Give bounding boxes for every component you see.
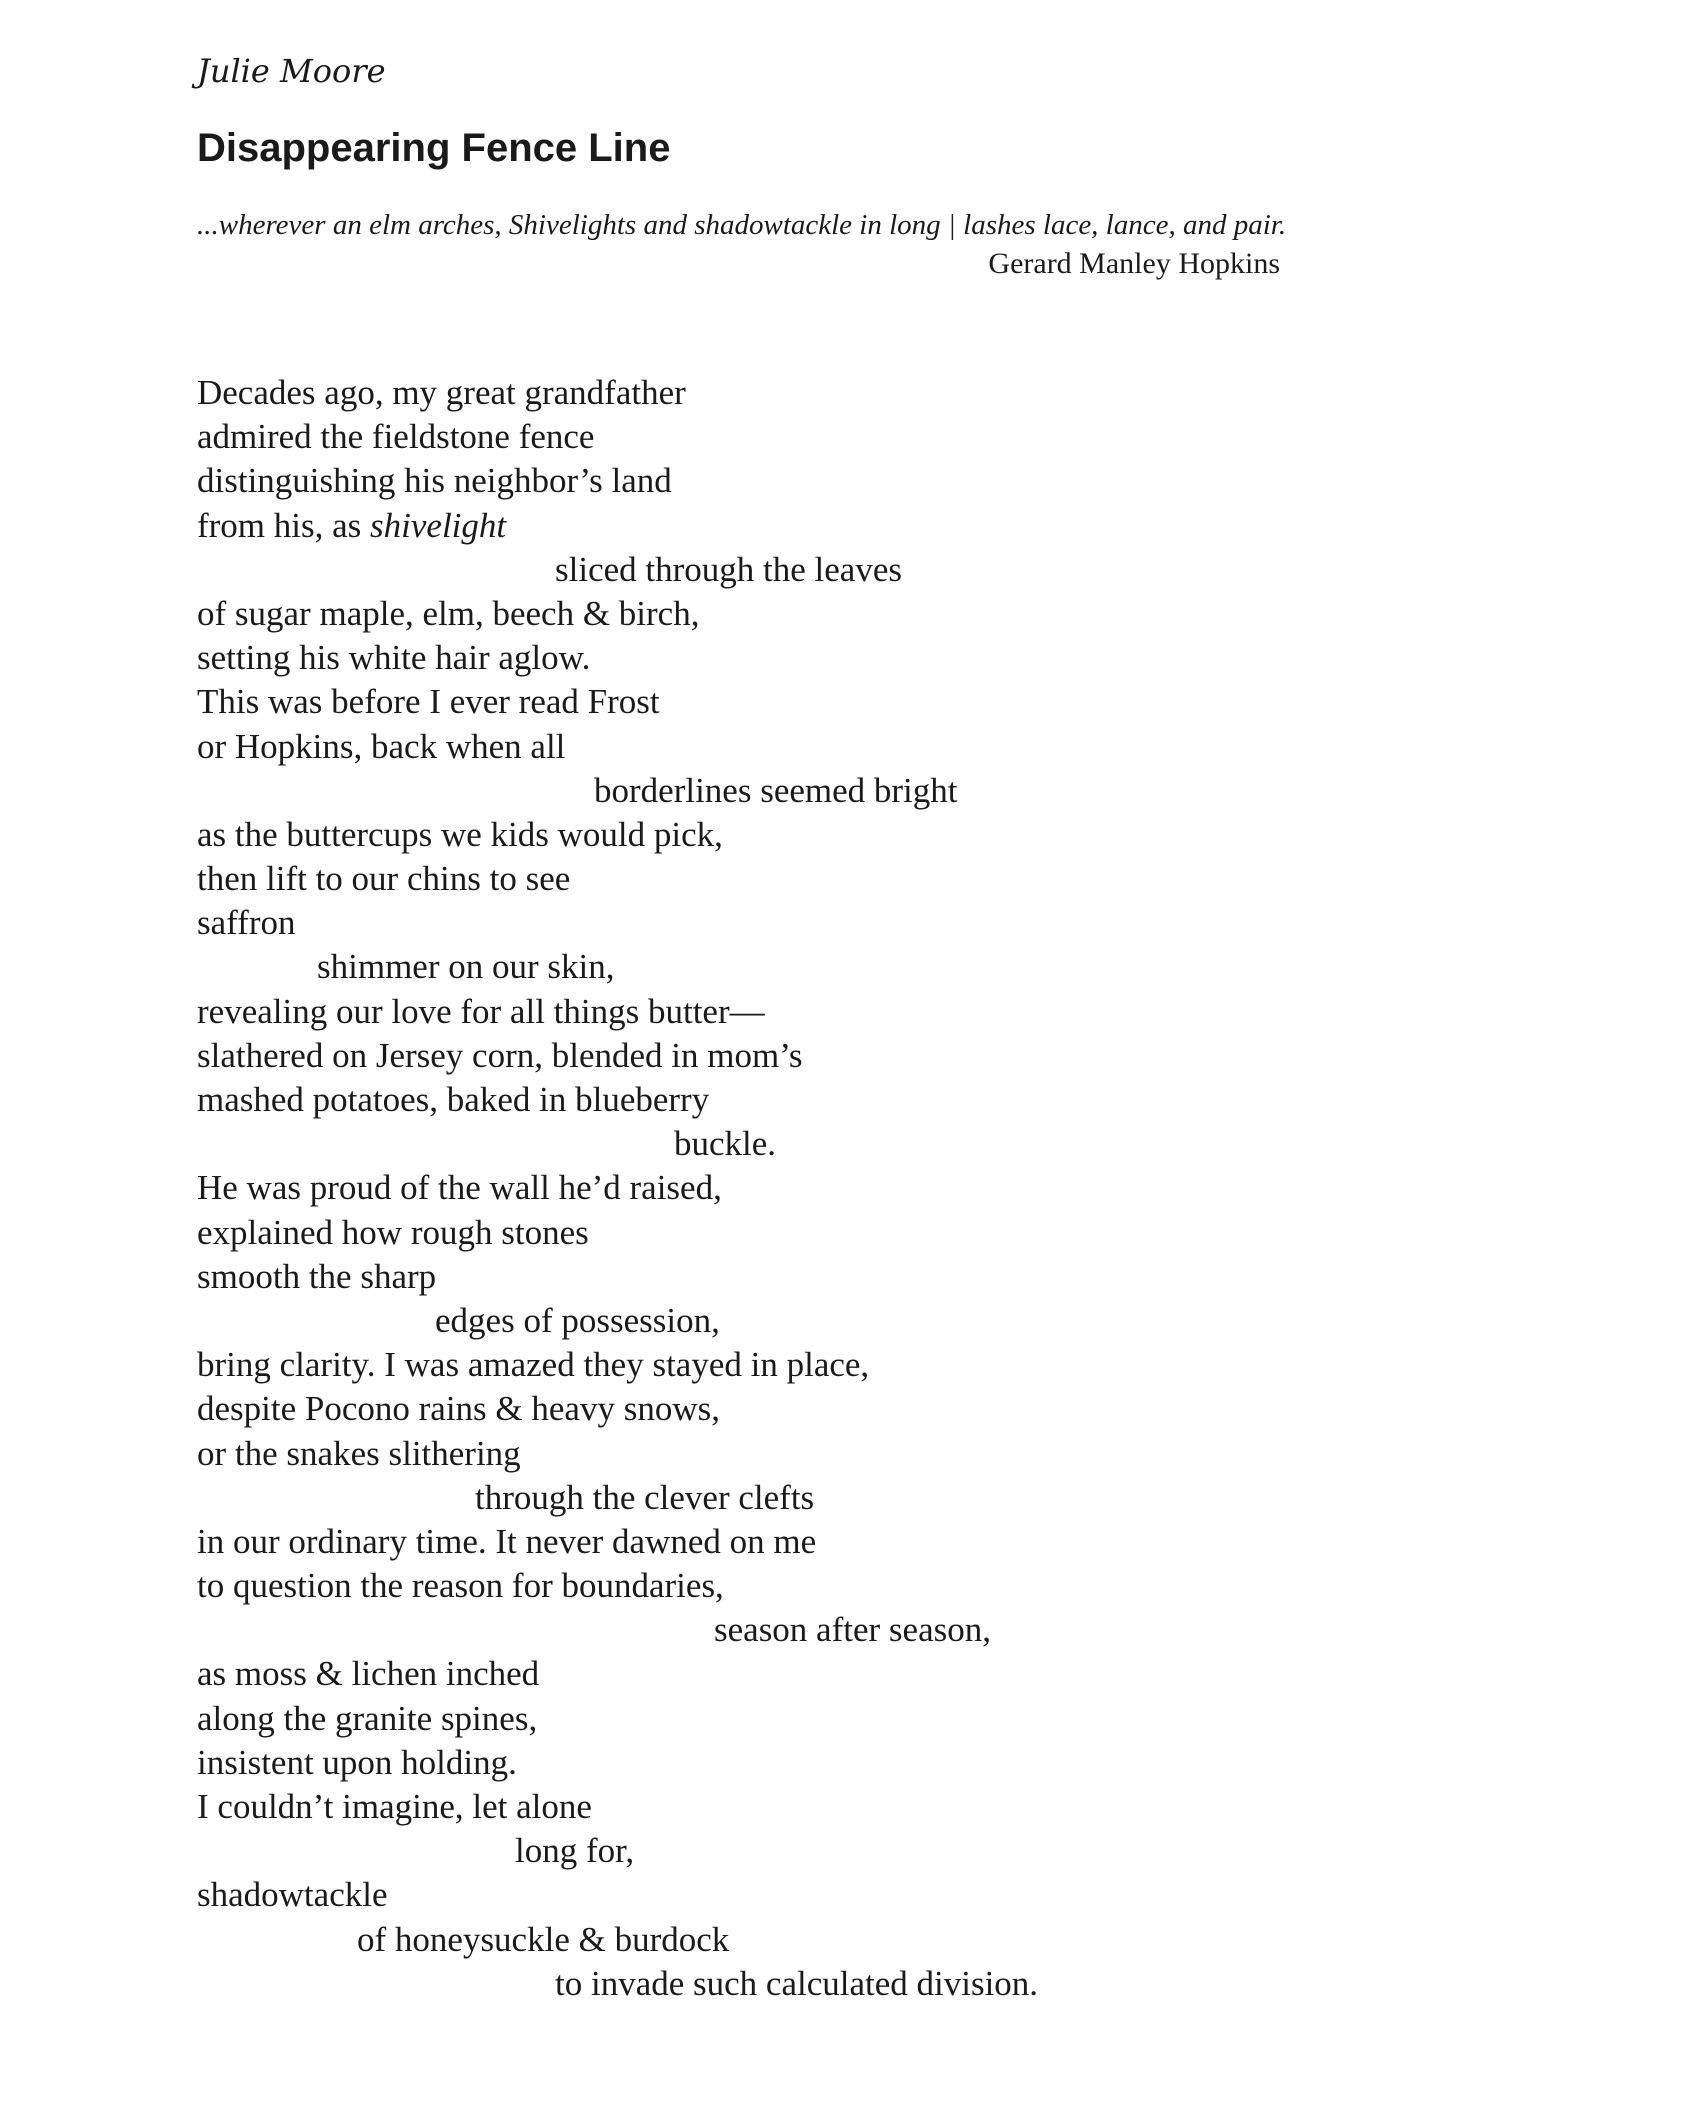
poem-line <box>197 504 1038 548</box>
poem-line: or Hopkins, back when all <box>197 726 566 766</box>
poem-line: Decades ago, my great grandfather <box>197 373 686 412</box>
poem-line: saffron <box>197 903 296 943</box>
poem-line: distinguishing his neighbor’s land <box>197 461 672 501</box>
poem-line: of sugar maple, elm, beech & birch, <box>197 593 700 633</box>
poem-line: shimmer on our skin, <box>317 947 615 987</box>
poem-line: This was before I ever read Frost <box>197 682 660 722</box>
epigraph-attribution: Gerard Manley Hopkins <box>988 247 1280 280</box>
poem-line: He was proud of the wall he’d raised, <box>197 1168 722 1208</box>
poem-line-text: from his, as <box>197 505 371 545</box>
poem-line: to question the reason for boundaries, <box>197 1566 724 1606</box>
poem-line: season after season, <box>714 1610 991 1650</box>
poem-line: through the clever clefts <box>475 1477 815 1517</box>
poem-line: of honeysuckle & burdock <box>357 1919 730 1959</box>
poem-line: setting his white hair aglow. <box>197 638 591 678</box>
poem-line: I couldn’t imagine, let alone <box>197 1787 592 1826</box>
poem-line: smooth the sharp <box>197 1256 437 1296</box>
poem-line: bring clarity. I was amazed they stayed in place, <box>197 1345 870 1385</box>
epigraph-quote: ...wherever an elm arches, Shivelights and shadowtackle in long | lashes lace, lance, and pair. <box>197 209 1287 241</box>
poem-line: as the buttercups we kids would pick, <box>197 814 723 854</box>
poem-line: revealing our love for all things butter— <box>197 991 765 1031</box>
poem-line: slathered on Jersey corn, blended in mom’s <box>197 1035 803 1075</box>
poem-line: along the granite spines, <box>197 1698 538 1738</box>
poem-line: insistent upon holding. <box>197 1742 517 1782</box>
poem-line: mashed potatoes, baked in blueberry <box>197 1080 710 1119</box>
poem-line: edges of possession, <box>435 1300 720 1340</box>
poem-line: to invade such calculated division. <box>555 1963 1039 2003</box>
poem-line: explained how rough stones <box>197 1212 589 1252</box>
poem-line: shadowtackle <box>197 1875 388 1915</box>
poem-line: as moss & lichen inched <box>197 1654 540 1694</box>
poem-line: borderlines seemed bright <box>594 770 958 810</box>
poem-line: despite Pocono rains & heavy snows, <box>197 1389 720 1429</box>
poem-body <box>197 371 1038 2006</box>
poem-line: or the snakes slithering <box>197 1433 521 1473</box>
poem-title: Disappearing Fence Line <box>197 126 671 170</box>
poem-line: then lift to our chins to see <box>197 859 571 899</box>
poem-line-italic-word: shivelight <box>370 505 507 545</box>
poem-line: buckle. <box>674 1124 777 1164</box>
poem-line: admired the fieldstone fence <box>197 417 595 457</box>
poem-line: long for, <box>515 1831 635 1871</box>
author-name: Julie Moore <box>197 52 386 90</box>
poem-line: in our ordinary time. It never dawned on me <box>197 1521 817 1561</box>
poem-line: sliced through the leaves <box>555 549 902 589</box>
